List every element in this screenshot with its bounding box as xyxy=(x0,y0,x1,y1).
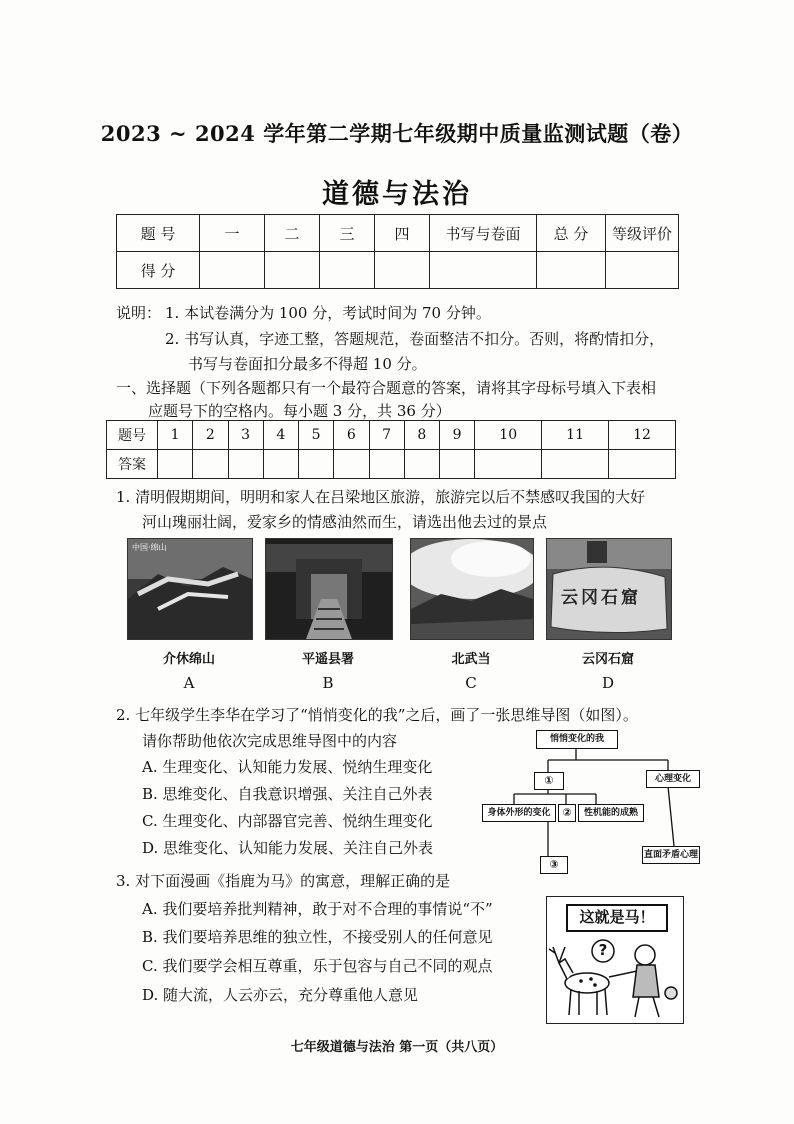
q3-option-a[interactable]: A. 我们要培养批判精神，敢于对不合理的事情说“不” xyxy=(142,900,493,918)
q2-option-c[interactable]: C. 生理变化、内部器官完善、悦纳生理变化 xyxy=(142,812,433,830)
answer-blank-cell[interactable] xyxy=(158,450,193,479)
option-letter: A xyxy=(183,674,195,692)
photo-caption: 北武当 xyxy=(451,652,491,667)
answer-blank-cell[interactable] xyxy=(475,450,542,479)
answer-cell: 1 xyxy=(158,421,193,450)
answer-blank-cell[interactable] xyxy=(440,450,475,479)
photo-caption: 云冈石窟 xyxy=(581,652,634,667)
score-cell: 三 xyxy=(320,215,375,252)
answer-cell: 8 xyxy=(404,421,439,450)
answer-blank-cell[interactable] xyxy=(299,450,334,479)
answer-table-number-row xyxy=(107,421,676,450)
answer-table-answer-row xyxy=(107,450,676,479)
photo-jiexiu-mianshan xyxy=(127,538,253,640)
instruction-line: 书写与卷面扣分最多不得超 10 分。 xyxy=(188,355,427,373)
photo-yungang-grottoes xyxy=(546,538,672,640)
q3-option-d[interactable]: D. 随大流，人云亦云，充分尊重他人意见 xyxy=(142,986,419,1004)
q1-stem: 河山瑰丽壮阔，爱家乡的情感油然而生，请选出他去过的景点 xyxy=(142,513,548,531)
score-cell: 书写与卷面 xyxy=(430,215,537,252)
answer-blank-cell[interactable] xyxy=(263,450,298,479)
mindmap-psych-change: 心理变化 xyxy=(646,770,700,788)
score-cell: 等级评价 xyxy=(606,215,679,252)
mindmap-root: 悄悄变化的我 xyxy=(536,730,618,749)
instructions-label: 说明： xyxy=(116,304,162,322)
answer-blank-cell[interactable] xyxy=(334,450,369,479)
q2-option-a[interactable]: A. 生理变化、认知能力发展、悦纳生理变化 xyxy=(142,758,433,776)
answer-cell: 11 xyxy=(542,421,609,450)
score-blank-cell[interactable] xyxy=(430,252,537,289)
mindmap-body-change: 身体外形的变化 xyxy=(482,804,556,822)
exam-title: 2023 ~ 2024 学年第二学期七年级期中质量监测试题（卷） xyxy=(100,121,694,146)
q3-option-c[interactable]: C. 我们要学会相互尊重，乐于包容与自己不同的观点 xyxy=(142,957,493,975)
option-letter: B xyxy=(322,674,334,692)
answer-cell: 10 xyxy=(475,421,542,450)
q3-option-b[interactable]: B. 我们要培养思维的独立性，不接受别人的任何意见 xyxy=(142,928,493,946)
score-cell: 得 分 xyxy=(117,252,200,289)
q3-stem: 3. 对下面漫画《指鹿为马》的寓意，理解正确的是 xyxy=(116,872,451,890)
instruction-line: 2. 书写认真，字迹工整，答题规范，卷面整洁不扣分。否则，将酌情扣分， xyxy=(165,330,665,348)
option-letter: C xyxy=(465,674,477,692)
instruction-line: 1. 本试卷满分为 100 分，考试时间为 70 分钟。 xyxy=(165,304,491,322)
subject-title: 道德与法治 xyxy=(322,179,472,210)
score-table-header-row xyxy=(117,215,679,252)
score-table-score-row xyxy=(117,252,679,289)
stone-inscription: 云冈石窟 xyxy=(561,588,641,608)
answer-cell: 答案 xyxy=(107,450,158,479)
mindmap-sex-maturity: 性机能的成熟 xyxy=(578,804,644,822)
answer-cell: 9 xyxy=(440,421,475,450)
answer-blank-cell[interactable] xyxy=(193,450,228,479)
q2-option-d[interactable]: D. 思维变化、认知能力发展、关注自己外表 xyxy=(142,839,434,857)
section-heading: 应题号下的空格内。每小题 3 分，共 36 分） xyxy=(148,402,451,420)
score-cell: 一 xyxy=(200,215,265,252)
cartoon-banner: 这就是马！ xyxy=(579,908,655,926)
answer-blank-cell[interactable] xyxy=(228,450,263,479)
score-blank-cell[interactable] xyxy=(320,252,375,289)
score-cell: 题 号 xyxy=(117,215,200,252)
score-blank-cell[interactable] xyxy=(606,252,679,289)
score-blank-cell[interactable] xyxy=(200,252,265,289)
photo-corner-text: 中国·绵山 xyxy=(132,543,167,552)
mindmap-blank-2: ② xyxy=(558,804,576,822)
score-cell: 二 xyxy=(265,215,320,252)
answer-blank-cell[interactable] xyxy=(404,450,439,479)
photo-caption: 介休绵山 xyxy=(162,652,215,667)
answer-cell: 12 xyxy=(609,421,676,450)
answer-cell: 4 xyxy=(263,421,298,450)
score-blank-cell[interactable] xyxy=(537,252,606,289)
answer-blank-cell[interactable] xyxy=(609,450,676,479)
section-heading: 一、选择题（下列各题都只有一个最符合题意的答案，请将其字母标号填入下表相 xyxy=(116,379,657,397)
cartoon-question-bubble: ? xyxy=(598,941,608,959)
answer-cell: 7 xyxy=(369,421,404,450)
answer-blank-cell[interactable] xyxy=(542,450,609,479)
score-table xyxy=(116,214,679,289)
mindmap-blank-1: ① xyxy=(534,772,564,790)
mindmap-blank-3: ③ xyxy=(540,856,568,874)
option-letter: D xyxy=(601,674,615,692)
answer-cell: 6 xyxy=(334,421,369,450)
score-cell: 总 分 xyxy=(537,215,606,252)
mindmap-face-conflict: 直面矛盾心理 xyxy=(642,846,700,864)
q2-option-b[interactable]: B. 思维变化、自我意识增强、关注自己外表 xyxy=(142,785,433,803)
score-cell: 四 xyxy=(375,215,430,252)
answer-table xyxy=(106,420,676,479)
photo-caption: 平遥县署 xyxy=(301,652,354,667)
answer-cell: 5 xyxy=(299,421,334,450)
answer-cell: 题号 xyxy=(107,421,158,450)
score-blank-cell[interactable] xyxy=(265,252,320,289)
answer-blank-cell[interactable] xyxy=(369,450,404,479)
answer-cell: 3 xyxy=(228,421,263,450)
q1-stem: 1. 清明假期期间，明明和家人在吕梁地区旅游，旅游完以后不禁感叹我国的大好 xyxy=(116,488,646,506)
photo-pingyao-xianshu xyxy=(265,538,393,640)
photo-bei-wudang xyxy=(410,538,534,640)
q2-stem: 2. 七年级学生李华在学习了“悄悄变化的我”之后，画了一张思维导图（如图）。 xyxy=(116,706,638,724)
q2-stem: 请你帮助他依次完成思维导图中的内容 xyxy=(142,732,398,750)
page-footer: 七年级道德与法治 第一页（共八页） xyxy=(290,1040,504,1055)
answer-cell: 2 xyxy=(193,421,228,450)
mind-map xyxy=(480,728,700,878)
score-blank-cell[interactable] xyxy=(375,252,430,289)
cartoon-zhi-lu-wei-ma xyxy=(546,896,684,1024)
